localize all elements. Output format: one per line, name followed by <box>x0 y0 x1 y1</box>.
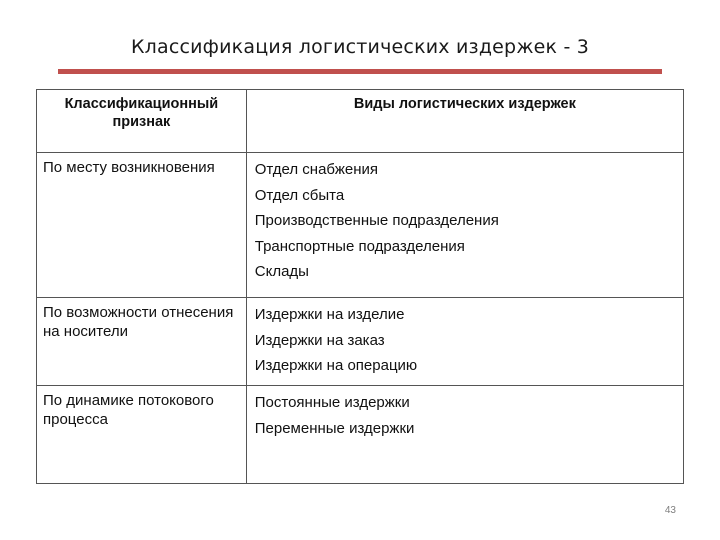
row-cost-types <box>246 386 683 484</box>
cost-classification-table <box>36 89 684 484</box>
table-row <box>37 298 684 386</box>
table-row <box>37 386 684 484</box>
cost-type-item: Издержки на операцию <box>254 357 418 374</box>
cost-type-item: Производственные подразделения <box>254 212 499 229</box>
row-feature: По месту возникновения <box>37 153 247 298</box>
cost-type-item: Транспортные подразделения <box>254 237 465 255</box>
cost-type-item: Издержки на заказ <box>254 331 385 349</box>
cost-type-item: Склады <box>254 263 309 280</box>
cost-type-item: Переменные издержки <box>254 419 415 437</box>
table-row <box>37 153 684 298</box>
page-number: 43 <box>664 505 676 516</box>
row-feature: По возможности отнесения на носители <box>37 298 247 386</box>
table-header-row <box>37 90 684 153</box>
row-cost-types <box>246 153 683 298</box>
header-classification-feature: Классификационный признак <box>37 90 247 153</box>
cost-type-item: Отдел снабжения <box>254 161 379 178</box>
cost-type-item: Издержки на изделие <box>254 306 405 323</box>
cost-type-item: Постоянные издержки <box>254 394 410 411</box>
row-feature: По динамике потокового процесса <box>37 386 247 484</box>
title-underline <box>58 69 662 74</box>
header-cost-types: Виды логистических издержек <box>246 90 683 153</box>
cost-type-item: Отдел сбыта <box>254 186 345 204</box>
row-cost-types <box>246 298 683 386</box>
slide-title: Классификация логистических издержек - 3 <box>130 36 590 58</box>
